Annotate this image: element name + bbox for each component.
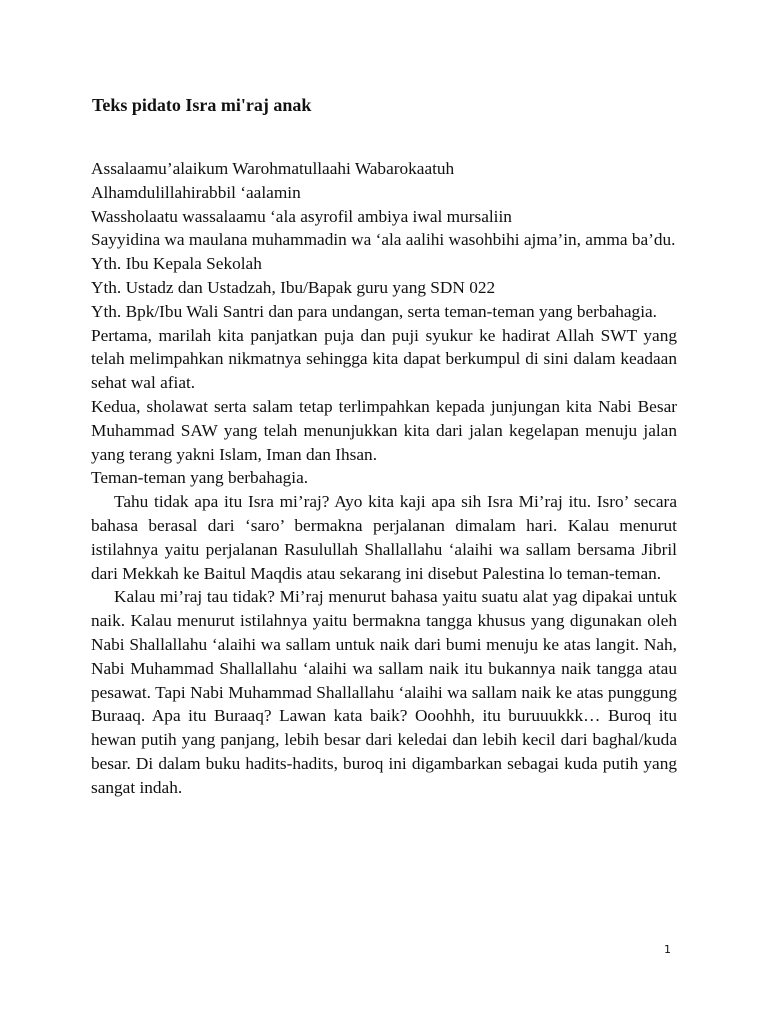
document-title: Teks pidato Isra mi'raj anak	[92, 95, 312, 115]
greeting-salam: Assalaamu’alaikum Warohmatullaahi Wabarokaatuh	[91, 159, 455, 178]
greeting-sayyidina: Sayyidina wa maulana muhammadin wa ‘ala aalihi wasohbihi ajma’in, amma ba’du.	[91, 230, 676, 250]
paragraph-sholawat: Kedua, sholawat serta salam tetap terlimpahkan kepada junjungan kita Nabi Besar Muhammad SAW yang telah menunjukkan kita dari jalan kegelapan menuju jalan yang terang yakni Islam, Iman dan Ihsan.	[91, 396, 677, 464]
paragraph-isra: Tahu tidak apa itu Isra mi’raj? Ayo kita kaji apa sih Isra Mi’raj itu. Isro’ secara bahasa berasal dari ‘saro’ bermakna perjalanan dimalam hari. Kalau menurut istilahnya yaitu perjalanan Rasulullah Shallallahu ‘alaihi wa sallam bersama Jibril dari Mekkah ke Baitul Maqdis atau sekarang ini disebut Palestina lo teman-teman.	[91, 492, 677, 583]
address-teachers: Yth. Ustadz dan Ustadzah, Ibu/Bapak guru yang SDN 022	[91, 277, 496, 297]
address-guardians: Yth. Bpk/Ibu Wali Santri dan para undangan, serta teman-teman yang berbahagia.	[91, 301, 657, 321]
paragraph-friends: Teman-teman yang berbahagia.	[91, 468, 309, 488]
paragraph-gratitude: Pertama, marilah kita panjatkan puja dan puji syukur ke hadirat Allah SWT yang telah melimpahkan nikmatnya sehingga kita dapat berkumpul di sini dalam keadaan sehat wal afiat.	[91, 325, 677, 393]
paragraph-miraj: Kalau mi’raj tau tidak? Mi’raj menurut bahasa yaitu suatu alat yag dipakai untuk naik. Kalau menurut istilahnya yaitu bermakna tangga khusus yang digunakan oleh Nabi Shallallahu ‘alaihi wa sallam untuk naik dari bumi menuju ke atas langit. Nah, Nabi Muhammad Shallallahu ‘alaihi wa sallam naik itu bukannya naik tangga atau pesawat. Tapi Nabi Muhammad Shallallahu ‘alaihi wa sallam naik ke atas punggung Buraaq. Apa itu Buraaq? Lawan kata baik? Ooohhh, itu buruuukkk… Buroq itu hewan putih yang panjang, lebih besar dari keledai dan lebih kecil dari baghal/kuda besar. Di dalam buku hadits-hadits, buroq ini digambarkan sebagai kuda putih yang sangat indah.	[91, 587, 677, 797]
page-number: 1	[664, 943, 671, 956]
address-principal: Yth. Ibu Kepala Sekolah	[91, 254, 262, 274]
greeting-hamdalah: Alhamdulillahirabbil ‘aalamin	[91, 182, 301, 202]
greeting-sholawat: Wassholaatu wassalaamu ‘ala asyrofil ambiya iwal mursaliin	[91, 206, 512, 226]
document-body	[91, 157, 677, 800]
